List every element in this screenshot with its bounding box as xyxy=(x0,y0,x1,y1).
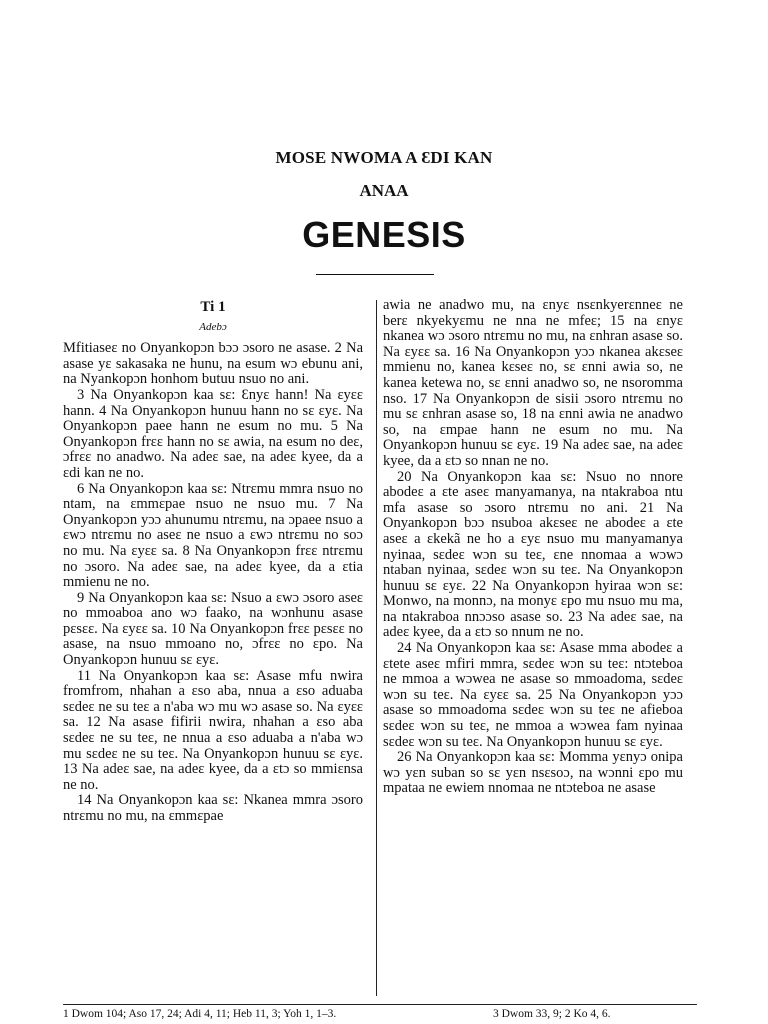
section-heading: Adebɔ xyxy=(199,320,227,333)
verse-paragraph: 11 Na Onyankopɔn kaa sɛ: Asase mfu nwira fromfrom, nhahan a ɛso aba, nnua a ɛso aduaba sɛdeɛ ne su teɛ a n'aba wɔ mu wɔ asase so. Na ɛyɛɛ sa. 12 Na asase fifirii nwira, nhahan a ɛso aba sɛdeɛ ne su teɛ, ne nnua a ɛso aduaba a n'aba wɔ mu sɛdeɛ ne su teɛ. Na Onyankopɔn hunuu sɛ ɛyɛ. 13 Na adeɛ sae, na adeɛ kyee, da a ɛtɔ so mmiɛnsa ne no. xyxy=(63,667,363,793)
verse-paragraph: 9 Na Onyankopɔn kaa sɛ: Nsuo a ɛwɔ ɔsoro aseɛ no mmoaboa ano wɔ faako, na wɔnhunu asase pɛsɛɛ. Na ɛyɛɛ sa. 10 Na Onyankopɔn frɛɛ pɛsɛɛ no asase, na nsuo mmoano no, ɔfrɛɛ no ɛpo. Na Onyankopɔn hunuu sɛ ɛyɛ. xyxy=(63,589,363,669)
title-divider xyxy=(316,274,434,275)
left-column xyxy=(63,298,363,825)
verse-paragraph: awia ne anadwo mu, na ɛnyɛ nsɛnkyerɛnneɛ ne berɛ nkyekyɛmu ne nna ne mfeɛ; 15 na ɛnyɛ nkanea wɔ ɔsoro ntrɛmu no mu, na ɛnhran asase so. Na ɛyɛɛ sa. 16 Na Onyankopɔn yɔɔ nkanea akɛseɛ mmienu no, kanea kɛseɛ no, sɛ ɛnni awia so, ne kanea ketewa no, sɛ ɛnni anadwo so, ne nsoromma nso. 17 Na Onyankopɔn de sisii ɔsoro ntrɛmu no mu sɛ ɛnhran asase so, 18 na ɛnni awia ne anadwo so, na ɛmpae hann ne esum no mu. Na Onyankopɔn hunuu sɛ ɛyɛ. 19 Na adeɛ sae, na adeɛ kyee, da a ɛtɔ so nnan ne no. xyxy=(383,297,683,469)
footnote-left: 1 Dwom 104; Aso 17, 24; Adi 4, 11; Heb 11, 3; Yoh 1, 1–3. xyxy=(63,1008,337,1020)
verse-paragraph: 20 Na Onyankopɔn kaa sɛ: Nsuo no nnore abodeɛ a ɛte aseɛ manyamanya, na ntakraboa ntu mfa asase so ɔsoro ntrɛmu no ani. 21 Na Onyankopɔn bɔɔ nsuboa akɛseɛ ne abodeɛ a ɛte aseɛ a ɛkekã ne ho a ɛyɛ nsuo mu manyamanya nyinaa, sɛdeɛ wɔn su teɛ, ɛne nnomaa a wɔwɔ ntaban nyinaa, sɛdeɛ wɔn su teɛ. Na Onyankopɔn hunuu sɛ ɛyɛ. 22 Na Onyankopɔn hyiraa wɔn sɛ: Monwo, na monnɔ, na monyɛ ɛpo mu nsuo mu ma, na ntakraboa nnɔɔso asase so. 23 Na adeɛ sae, na adeɛ kyee, da a ɛtɔ so nnum ne no. xyxy=(383,468,683,641)
chapter-heading: Ti 1 xyxy=(200,299,226,315)
book-title: GENESIS xyxy=(302,214,466,255)
book-subtitle-line2: ANAA xyxy=(359,181,409,200)
book-subtitle-line1: MOSE NWOMA A ƐDI KAN xyxy=(275,148,493,167)
verse-paragraph: Mfitiaseɛ no Onyankopɔn bɔɔ ɔsoro ne asase. 2 Na asase yɛ sakasaka ne hunu, na esum wɔ ebunu ani, na Nyankopɔn honhom butuu nsuo no ani. xyxy=(63,340,363,388)
verse-paragraph: 3 Na Onyankopɔn kaa sɛ: Ɛnyɛ hann! Na ɛyɛɛ hann. 4 Na Onyankopɔn hunuu hann no sɛ ɛyɛ. Na Onyankopɔn paee hann ne esum no mu. 5 Na Onyankopɔn frɛɛ hann no sɛ awia, na esum no deɛ, ɔfrɛɛ no anadwo. Na adeɛ sae, na adeɛ kyee, da a ɛdi kan ne no. xyxy=(63,386,363,481)
verse-paragraph: 24 Na Onyankopɔn kaa sɛ: Asase mma abodeɛ a ɛtete aseɛ mfiri mmra, sɛdeɛ wɔn su teɛ: ntɔteboa ne mmoa a wɔwea ne asase so mmoadoma, sɛdeɛ wɔn su teɛ. Na ɛyɛɛ sa. 25 Na Onyankopɔn yɔɔ asase so mmoadoma sɛdeɛ wɔn su teɛ ne afieboa sɛdeɛ wɔn su teɛ, ne mmoa a wɔwea fam nyinaa sɛdeɛ wɔn su teɛ. Na Onyankopɔn hunuu sɛ ɛyɛ. xyxy=(383,640,683,750)
verse-paragraph: 6 Na Onyankopɔn kaa sɛ: Ntrɛmu mmra nsuo no ntam, na ɛmmɛpae nsuo ne nsuo mu. 7 Na Onyankopɔn yɔɔ ahunumu ntrɛmu, na ɔpaee nsuo a ɛwɔ ntrɛmu no aseɛ ne nsuo a ɛwɔ ntrɛmu no soɔ no mu. Na ɛyɛɛ sa. 8 Na Onyankopɔn frɛɛ ntrɛmu no ɔsoro. Na adeɛ sae, na adeɛ kyee, da a ɛtia mmienu ne no. xyxy=(63,480,363,591)
column-divider xyxy=(376,300,377,996)
verse-paragraph: 26 Na Onyankopɔn kaa sɛ: Momma yɛnyɔ onipa wɔ yɛn suban so sɛ yɛn nsɛsoɔ, na wɔnni ɛpo mu mpataa ne ewiem nnomaa ne ntɔteboa ne asase xyxy=(383,749,683,797)
right-column xyxy=(383,298,683,797)
verse-paragraph: 14 Na Onyankopɔn kaa sɛ: Nkanea mmra ɔsoro ntrɛmu no mu, na ɛmmɛpae xyxy=(63,792,363,824)
footnote-divider xyxy=(63,1004,697,1005)
footnote-right: 3 Dwom 33, 9; 2 Ko 4, 6. xyxy=(493,1008,611,1020)
